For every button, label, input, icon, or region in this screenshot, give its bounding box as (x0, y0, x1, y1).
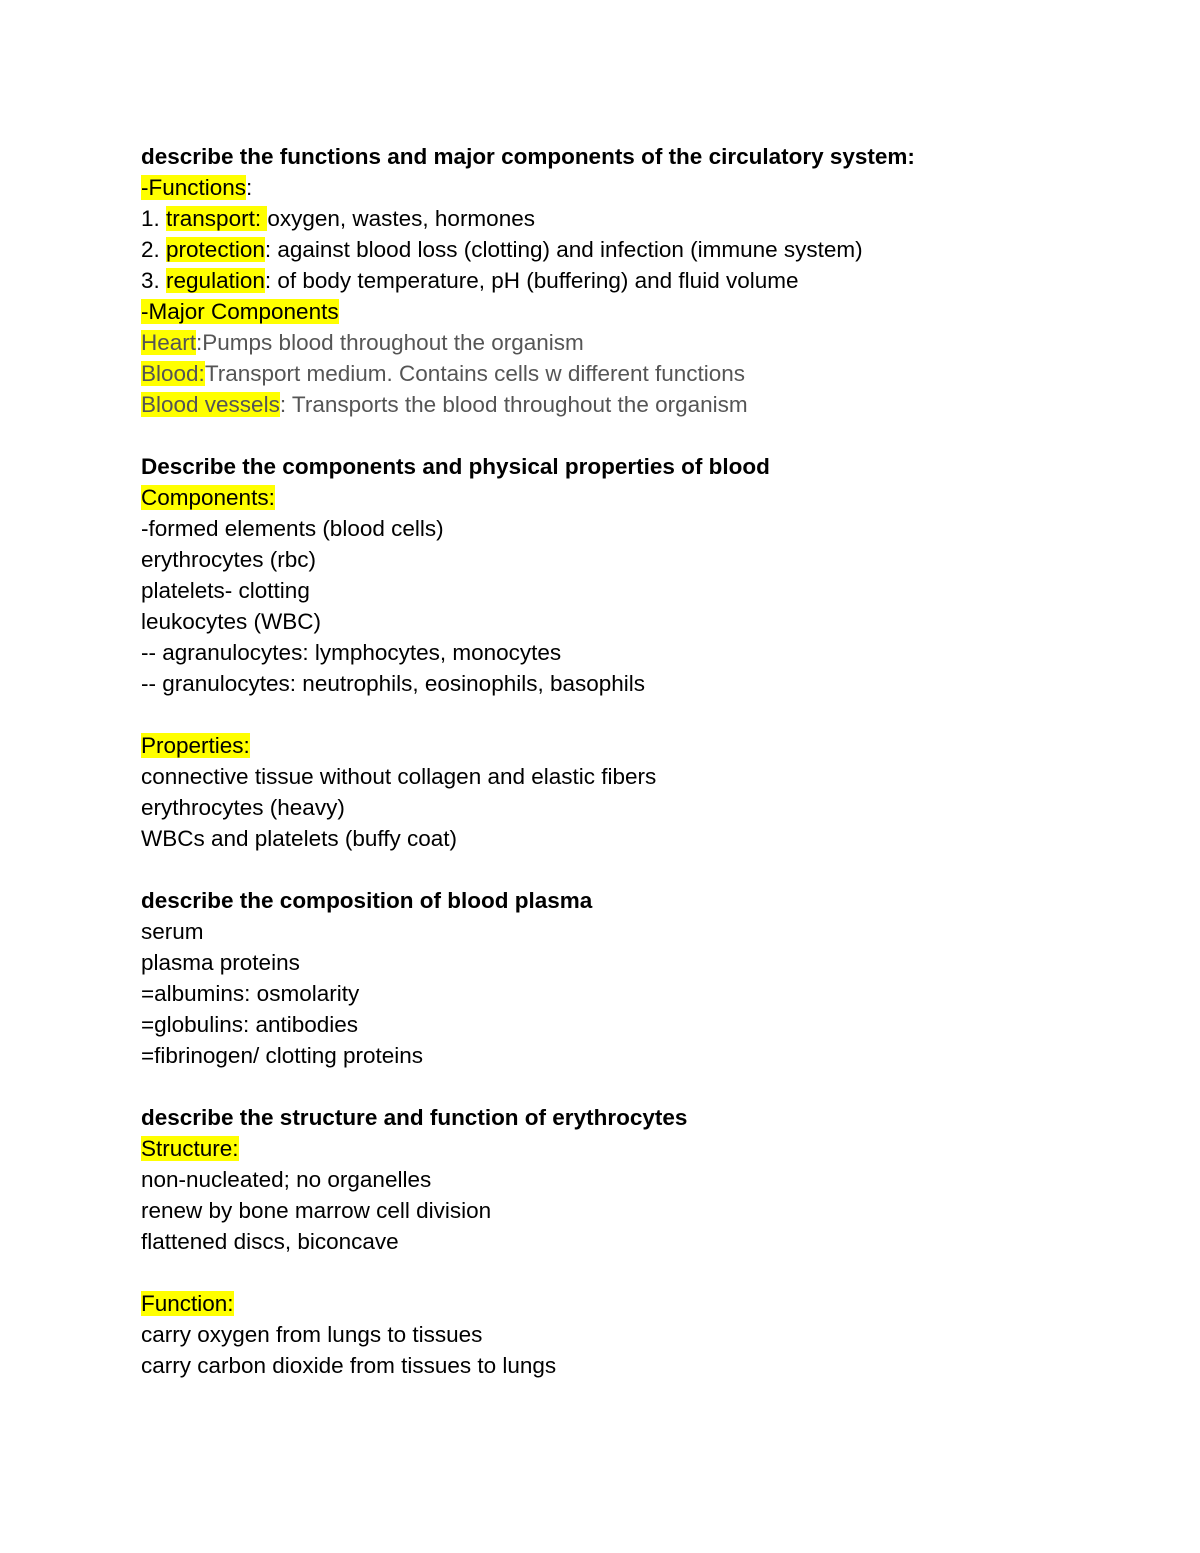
text-line: -- agranulocytes: lymphocytes, monocytes (141, 640, 562, 665)
structure-label-line (141, 1133, 1200, 1164)
text-line: =albumins: osmolarity (141, 981, 360, 1006)
text-line: WBCs and platelets (buffy coat) (141, 826, 457, 851)
text-line: carry oxygen from lungs to tissues (141, 1322, 483, 1347)
spacer (141, 699, 1200, 730)
text-line: carry carbon dioxide from tissues to lungs (141, 1353, 557, 1378)
spacer (141, 1257, 1200, 1288)
component-item: Heart:Pumps blood throughout the organism (141, 330, 584, 355)
spacer (141, 1071, 1200, 1102)
component-item: Blood:Transport medium. Contains cells w different functions (141, 361, 746, 386)
function-item: 1. transport: oxygen, wastes, hormones (141, 206, 535, 231)
spacer (141, 854, 1200, 885)
function-label-line (141, 1288, 1200, 1319)
function-term: transport: (166, 206, 268, 231)
section-heading-blood: Describe the components and physical properties of blood (141, 454, 770, 479)
properties-label-line (141, 730, 1200, 761)
text-line: erythrocytes (heavy) (141, 795, 345, 820)
section-heading-plasma: describe the composition of blood plasma (141, 888, 593, 913)
components-label-line (141, 482, 1200, 513)
spacer (141, 420, 1200, 451)
text-line: renew by bone marrow cell division (141, 1198, 492, 1223)
major-components-label: -Major Components (141, 299, 339, 324)
text-line: non-nucleated; no organelles (141, 1167, 432, 1192)
function-item: 2. protection: against blood loss (clotting) and infection (immune system) (141, 237, 863, 262)
text-line: -- granulocytes: neutrophils, eosinophils, basophils (141, 671, 646, 696)
text-line: platelets- clotting (141, 578, 310, 603)
section-heading-erythrocytes: describe the structure and function of erythrocytes (141, 1105, 688, 1130)
text-line: flattened discs, biconcave (141, 1229, 399, 1254)
component-term: Heart (141, 330, 197, 355)
function-term: regulation (166, 268, 265, 293)
properties-label: Properties: (141, 733, 250, 758)
function-label: Function: (141, 1291, 234, 1316)
functions-label: -Functions (141, 175, 247, 200)
major-components-line (141, 296, 1200, 327)
text-line: =globulins: antibodies (141, 1012, 359, 1037)
section-heading-circulatory: describe the functions and major components of the circulatory system: (141, 144, 915, 169)
components-label: Components: (141, 485, 275, 510)
text-line: erythrocytes (rbc) (141, 547, 317, 572)
functions-label-line: -Functions: (141, 175, 253, 200)
text-line: -formed elements (blood cells) (141, 516, 444, 541)
component-item: Blood vessels: Transports the blood throughout the organism (141, 392, 748, 417)
text-line: serum (141, 919, 204, 944)
structure-label: Structure: (141, 1136, 239, 1161)
text-line: leukocytes (WBC) (141, 609, 322, 634)
function-item: 3. regulation: of body temperature, pH (buffering) and fluid volume (141, 268, 799, 293)
text-line: connective tissue without collagen and elastic fibers (141, 764, 657, 789)
text-line: plasma proteins (141, 950, 300, 975)
component-term: Blood vessels (141, 392, 280, 417)
component-term: Blood: (141, 361, 205, 386)
function-term: protection (166, 237, 265, 262)
text-line: =fibrinogen/ clotting proteins (141, 1043, 424, 1068)
